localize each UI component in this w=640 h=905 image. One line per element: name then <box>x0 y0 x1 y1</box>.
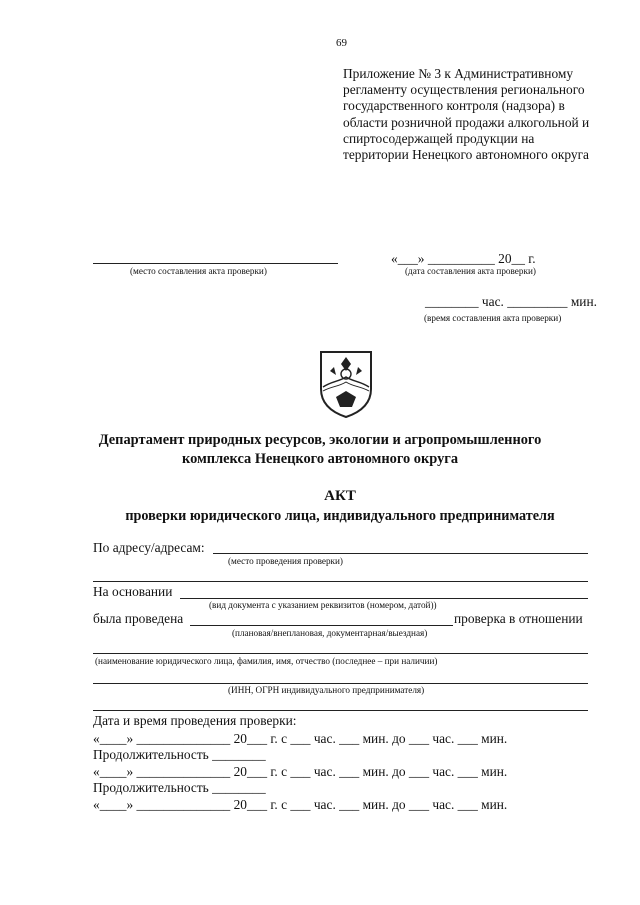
page-number: 69 <box>336 37 347 49</box>
extra-line <box>93 710 588 711</box>
address-line <box>213 553 588 554</box>
act-title: АКТ <box>324 488 356 504</box>
address-line-2 <box>93 581 588 582</box>
time-line: ________ час. _________ мин. <box>425 294 597 309</box>
conducted-suffix: проверка в отношении <box>454 611 583 626</box>
duration-row-1: Продолжительность ________ <box>93 747 266 762</box>
datetime-label: Дата и время проведения проверки: <box>93 713 297 728</box>
coat-of-arms-nenets-icon <box>318 349 374 419</box>
place-caption: (место составления акта проверки) <box>130 266 267 276</box>
datetime-row-3: «____» ______________ 20___ г. с ___ час. ___ мин. до ___ час. ___ мин. <box>93 797 508 812</box>
appendix-note: Приложение № 3 к Административному регламенту осуществления регионального государственного контроля (надзора) в области розничной продажи алкогольной и спиртосодержащей продукции на территории Ненецкого автономного округа <box>343 66 590 163</box>
basis-label: На основании <box>93 584 173 599</box>
date-caption: (дата составления акта проверки) <box>405 266 536 276</box>
conducted-label: была проведена <box>93 611 184 626</box>
inn-line <box>93 683 588 684</box>
basis-caption: (вид документа с указанием реквизитов (номером, датой)) <box>209 600 437 610</box>
basis-line <box>180 598 588 599</box>
address-caption: (место проведения проверки) <box>228 556 343 566</box>
department-line-2: комплекса Ненецкого автономного округа <box>181 451 459 467</box>
entity-line <box>93 653 588 654</box>
duration-row-2: Продолжительность ________ <box>93 780 266 795</box>
department-line-1: Департамент природных ресурсов, экологии и агропромышленного <box>98 432 542 448</box>
datetime-row-2: «____» ______________ 20___ г. с ___ час. ___ мин. до ___ час. ___ мин. <box>93 764 508 779</box>
conducted-caption: (плановая/внеплановая, документарная/выездная) <box>232 628 428 638</box>
place-line <box>93 263 338 264</box>
inn-caption: (ИНН, ОГРН индивидуального предпринимателя) <box>228 685 425 695</box>
address-label: По адресу/адресам: <box>93 540 205 555</box>
date-line: «___» __________ 20__ г. <box>391 251 536 266</box>
entity-caption: (наименование юридического лица, фамилия, имя, отчество (последнее – при наличии) <box>95 656 438 666</box>
act-subtitle: проверки юридического лица, индивидуального предпринимателя <box>125 508 555 524</box>
datetime-row-1: «____» ______________ 20___ г. с ___ час. ___ мин. до ___ час. ___ мин. <box>93 731 508 746</box>
conducted-line <box>190 625 453 626</box>
time-caption: (время составления акта проверки) <box>424 313 562 323</box>
